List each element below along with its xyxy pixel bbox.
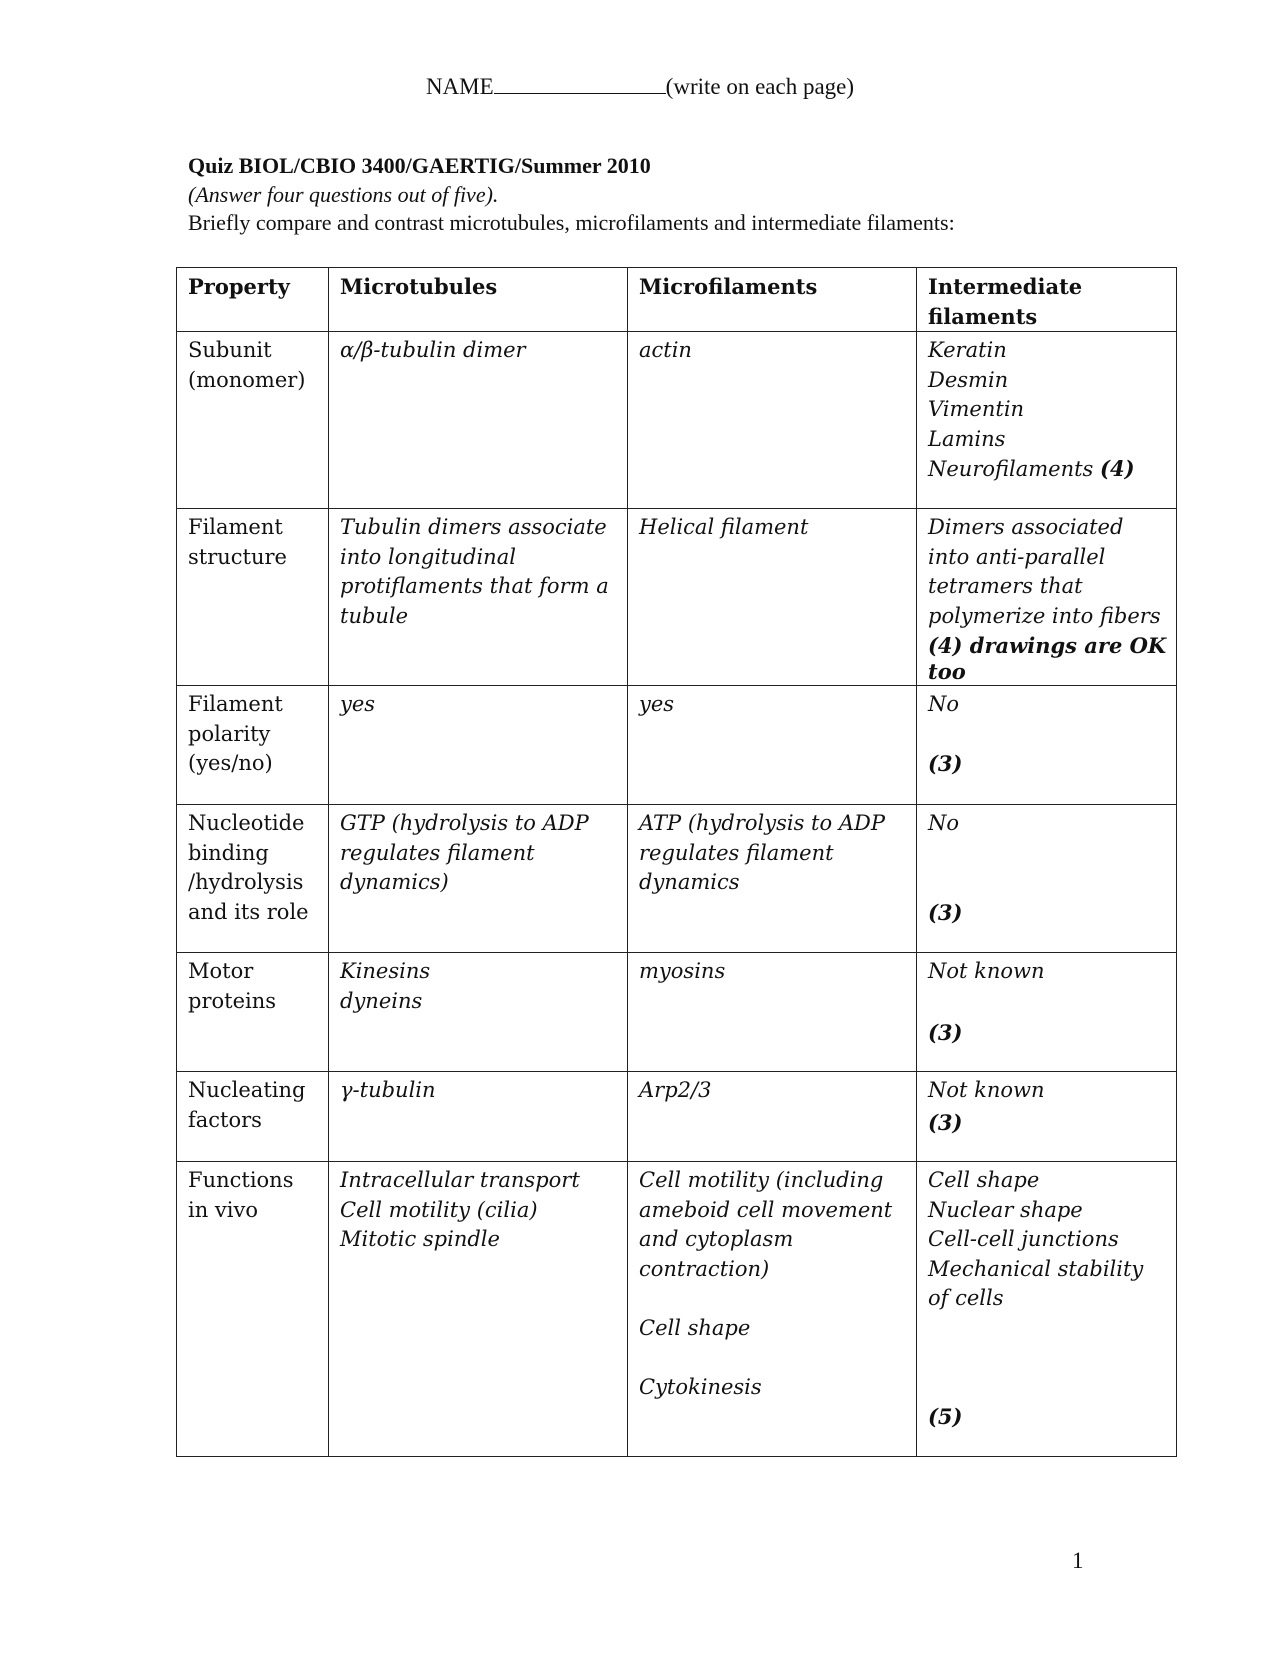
answer-line: ATP (hydrolysis to ADP	[639, 811, 885, 835]
property-line: proteins	[188, 988, 277, 1013]
answer-line: α/β-tubulin dimer	[340, 338, 526, 362]
answer-line: Cell shape	[928, 1168, 1040, 1192]
property-line: (yes/no)	[188, 751, 273, 775]
answer-line: regulates filament	[639, 840, 834, 865]
points-label: (4)	[1100, 456, 1135, 481]
microfilaments-cell	[628, 332, 917, 509]
property-cell	[177, 509, 329, 686]
spacer	[928, 868, 1166, 898]
answer-line: and cytoplasm	[639, 1227, 794, 1251]
comparison-table	[176, 267, 1177, 1457]
answer-line: protiflaments that form a	[340, 574, 609, 598]
microfilaments-cell	[628, 953, 917, 1072]
property-cell	[177, 805, 329, 953]
answer-line: Keratin	[928, 338, 1007, 362]
answer-line: Lamins	[928, 426, 1006, 451]
name-blank	[494, 75, 666, 94]
answer-line: γ-tubulin	[340, 1078, 436, 1102]
answer-line: into anti-parallel	[928, 544, 1106, 569]
answer-line: No	[928, 811, 960, 835]
table-row	[177, 1072, 1177, 1162]
spacer	[928, 720, 1166, 750]
intermediate-cell	[917, 332, 1177, 509]
answer-line: No	[928, 692, 960, 716]
property-line: Motor	[188, 959, 254, 983]
header-property: Property	[177, 268, 329, 332]
answer-line: Cell-cell junctions	[928, 1227, 1119, 1251]
table-row	[177, 332, 1177, 509]
answer-line: into longitudinal	[340, 544, 516, 569]
answer-line: Mitotic spindle	[340, 1227, 500, 1251]
header-microfilaments: Microfilaments	[628, 268, 917, 332]
points-label: (3)	[928, 1109, 963, 1135]
property-line: Functions	[188, 1168, 294, 1192]
spacer	[928, 839, 1166, 869]
table-row	[177, 509, 1177, 686]
answer-line: Cell motility (cilia)	[340, 1197, 538, 1222]
points-label: (3)	[928, 899, 963, 925]
answer-line: Desmin	[928, 367, 1009, 392]
name-line	[0, 74, 1280, 100]
microfilaments-cell	[628, 686, 917, 805]
intermediate-cell	[917, 686, 1177, 805]
answer-line: actin	[639, 338, 692, 362]
property-line: structure	[188, 544, 287, 569]
intermediate-cell	[917, 953, 1177, 1072]
spacer	[928, 1343, 1166, 1373]
answer-line: Vimentin	[928, 397, 1025, 421]
microtubules-cell	[329, 686, 628, 805]
points-note: too	[928, 658, 966, 684]
microtubules-cell	[329, 509, 628, 686]
property-line: Nucleating	[188, 1078, 306, 1102]
quiz-instruction: (Answer four questions out of five).	[188, 182, 499, 207]
answer-line: tetramers that	[928, 574, 1083, 598]
answer-line: Mechanical stability	[928, 1256, 1144, 1281]
answer-line: Dimers associated	[928, 515, 1124, 539]
intermediate-cell	[917, 1072, 1177, 1162]
property-line: /hydrolysis	[188, 870, 304, 894]
intermediate-cell	[917, 805, 1177, 953]
answer-line: Cell shape	[639, 1315, 751, 1340]
property-cell	[177, 686, 329, 805]
points-note: (4) drawings are OK	[928, 633, 1167, 658]
microtubules-cell	[329, 805, 628, 953]
microfilaments-cell	[628, 1162, 917, 1457]
points-label: (3)	[928, 1020, 963, 1045]
property-line: Filament	[188, 692, 283, 716]
property-line: Subunit	[188, 338, 272, 362]
quiz-prompt: Briefly compare and contrast microtubules, microfilaments and intermediate filaments:	[188, 210, 955, 235]
points-label: (3)	[928, 751, 963, 776]
answer-line: regulates filament	[340, 840, 535, 865]
answer-line: dyneins	[340, 988, 423, 1013]
answer-line: polymerize into fibers	[928, 603, 1161, 628]
answer-line: GTP (hydrolysis to ADP	[340, 811, 589, 835]
answer-line: Arp2/3	[639, 1078, 712, 1102]
spacer	[928, 1314, 1166, 1344]
spacer	[928, 987, 1166, 1017]
property-line: polarity	[188, 721, 271, 746]
points-label: (5)	[928, 1404, 963, 1429]
page-number: 1	[1072, 1548, 1084, 1573]
name-label: NAME	[425, 74, 494, 99]
answer-line: Not known	[928, 1078, 1045, 1102]
header-intermediate-filaments: Intermediate filaments	[917, 268, 1177, 332]
answer-line: Intracellular transport	[340, 1168, 580, 1192]
microfilaments-cell	[628, 509, 917, 686]
microfilaments-cell	[628, 805, 917, 953]
property-cell	[177, 1162, 329, 1457]
name-note: (write on each page)	[665, 74, 855, 99]
microtubules-cell	[329, 1072, 628, 1162]
answer-line: Helical filament	[639, 515, 809, 539]
intermediate-cell	[917, 1162, 1177, 1457]
answer-line: contraction)	[639, 1256, 770, 1281]
answer-line: Not known	[928, 959, 1045, 983]
property-line: Filament	[188, 515, 283, 539]
header-row	[177, 268, 1177, 332]
answer-line: Cell motility (including	[639, 1168, 884, 1192]
answer-line: Kinesins	[340, 959, 431, 983]
microtubules-cell	[329, 332, 628, 509]
spacer	[639, 1343, 906, 1373]
table-row	[177, 686, 1177, 805]
answer-line: yes	[639, 692, 675, 716]
answer-line: ameboid cell movement	[639, 1197, 893, 1222]
answer-line: Neurofilaments (4)	[928, 456, 1135, 481]
property-line: and its role	[188, 899, 309, 924]
answer-line: of cells	[928, 1286, 1004, 1310]
property-cell	[177, 1072, 329, 1162]
microfilaments-cell	[628, 1072, 917, 1162]
header-microtubules: Microtubules	[329, 268, 628, 332]
property-line: (monomer)	[188, 367, 306, 392]
answer-line: Cytokinesis	[639, 1374, 762, 1399]
answer-line: Nuclear shape	[928, 1197, 1083, 1222]
answer-line: Tubulin dimers associate	[340, 515, 607, 539]
table-row	[177, 953, 1177, 1072]
answer-line: dynamics)	[340, 870, 449, 894]
answer-line: tubule	[340, 603, 409, 628]
spacer	[928, 1373, 1166, 1403]
intermediate-cell	[917, 509, 1177, 686]
property-line: in vivo	[188, 1197, 259, 1222]
property-cell	[177, 332, 329, 509]
table-row	[177, 1162, 1177, 1457]
table-row	[177, 805, 1177, 953]
property-line: factors	[188, 1107, 262, 1132]
quiz-title: Quiz BIOL/CBIO 3400/GAERTIG/Summer 2010	[188, 153, 651, 178]
property-cell	[177, 953, 329, 1072]
answer-line: dynamics	[639, 870, 740, 894]
microtubules-cell	[329, 953, 628, 1072]
property-line: binding	[188, 840, 269, 865]
answer-line: myosins	[639, 959, 726, 983]
answer-line: yes	[340, 692, 376, 716]
spacer	[639, 1284, 906, 1314]
microtubules-cell	[329, 1162, 628, 1457]
property-line: Nucleotide	[188, 811, 305, 835]
